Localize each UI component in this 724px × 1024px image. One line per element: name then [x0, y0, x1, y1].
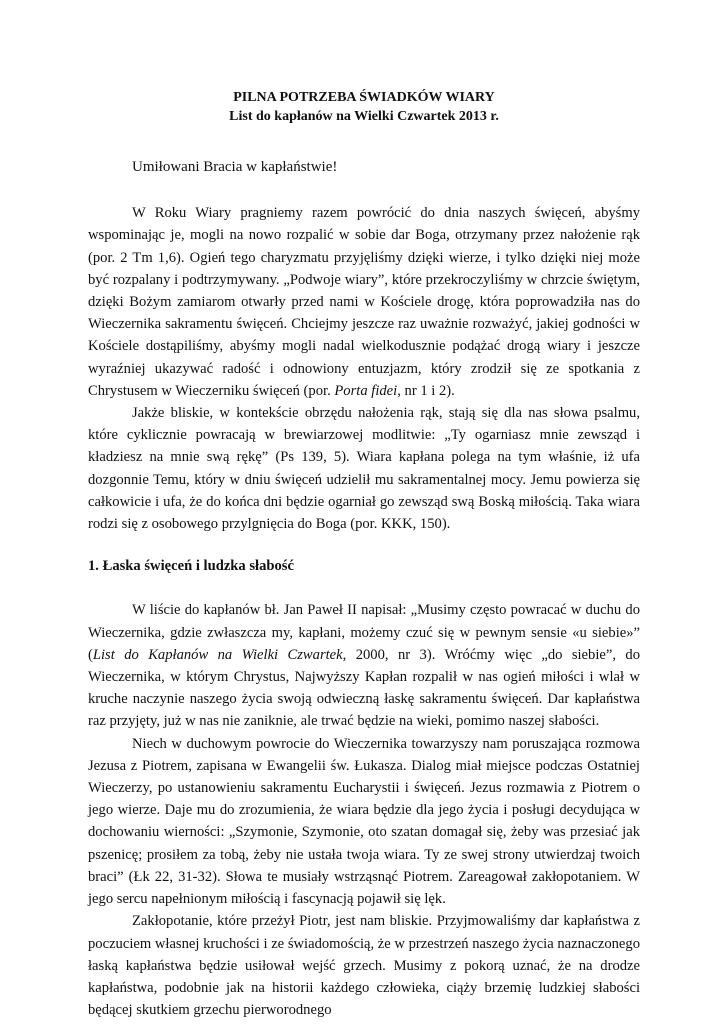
title-line-1: PILNA POTRZEBA ŚWIADKÓW WIARY [233, 90, 495, 105]
document-page [88, 88, 640, 1021]
paragraph-3-text-a: W liście do kapłanów bł. Jan Paweł II napisał: „Musimy często powracać w duchu do Wieczernika, gdzie zwłaszcza my, kapłani, możemy czuć się w pewnym sensie «u siebie»” ( [88, 602, 640, 663]
paragraph-5: Zakłopotanie, które przeżył Piotr, jest nam bliskie. Przyjmowaliśmy dar kapłaństwa z poczuciem własnej kruchości i ze świadomością, że w przestrzeń naszego życia naznaczonego łaską kapłaństwa będzie usiłował wejść grzech. Musimy z pokorą uznać, że na drodze kapłaństwa, podobnie jak na historii każdego człowieka, ciąży brzemię ludzkiej słabości będącej skutkiem grzechu pierworodnego [88, 913, 640, 1019]
paragraph-1-text-b: , nr 1 i 2). [397, 382, 455, 399]
paragraph-1-text-a: W Roku Wiary pragniemy razem powrócić do dnia naszych święceń, abyśmy wspominając je, mogli na nowo rozpalić w sobie dar Boga, otrzymany przez nałożenie rąk (por. 2 Tm 1,6). Ogień tego charyzmatu przyjęliśmy dzięki wierze, i tylko dzięki niej może być rozpalany i podtrzymywany. „Podwoje wiary”, które przekroczyliśmy w chrzcie świętym, dzięki Bożym zamiarom otwarły przed nami w Kościele drogę, która poprowadziła nas do Wieczernika sakramentu święceń. Chciejmy jeszcze raz uważnie rozważyć, jakiej godności w Kościele dostąpiliśmy, abyśmy mogli nadal wielkodusznie podążać drogą wiary i jeszcze wyraźniej ukazywać radość i odnowiony entuzjazm, który zrodził się ze spotkania z Chrystusem w Wieczerniku święceń (por. [88, 205, 640, 399]
paragraph-3 [88, 599, 640, 732]
paragraph-3-text-b: , 2000, nr 3). Wróćmy więc „do siebie”, do Wieczernika, w którym Chrystus, Najwyższy Kapłan rozpalił w nas ogień miłości i wlał w kruche naczynie naszego życia swoją odwieczną łaskę sakramentu święceń. Dar kapłaństwa raz przyjęty, już w nas nie zaniknie, ale trwać będzie na wieki, pomimo naszej słabości. [88, 646, 640, 730]
paragraph-1 [88, 202, 640, 402]
greeting: Umiłowani Bracia w kapłaństwie! [132, 159, 338, 175]
title-line-2: List do kapłanów na Wielki Czwartek 2013 r. [229, 109, 499, 124]
paragraph-4: Niech w duchowym powrocie do Wieczernika towarzyszy nam poruszająca rozmowa Jezusa z Piotrem, zapisana w Ewangelii św. Łukasza. Dialog miał miejsce podczas Ostatniej Wieczerzy, po ustanowieniu sakramentu Eucharystii i święceń. Jezus rozmawia z Piotrem o jego wierze. Daje mu do zrozumienia, że wiara będzie dla jego życia i posługi decydująca w dochowaniu wierności: „Szymonie, Szymonie, oto szatan domagał się, żeby was przesiać jak pszenicę; prosiłem za tobą, żeby nie ustała twoja wiara. Ty ze swej strony utwierdzaj twoich braci” (Łk 22, 31-32). Słowa te musiały wstrząsnąć Piotrem. Zareagował zakłopotaniem. W jego sercu napełnionym miłością i fascynacją pojawił się lęk. [88, 735, 640, 908]
paragraph-1-italic: Porta fidei [334, 382, 398, 399]
document-title [88, 88, 640, 126]
paragraph-2: Jakże bliskie, w kontekście obrzędu nałożenia rąk, stają się dla nas słowa psalmu, które cyklicznie powracają w brewiarzowej modlitwie: „Ty ogarniasz mnie zewsząd i kładziesz na mnie swą rękę” (Ps 139, 5). Wiara kapłana polega na tym właśnie, iż ufa dozgonnie Temu, który w dniu święceń udzielił mu sakramentalnej mocy. Jemu powierza się całkowicie i ufa, że do końca dni będzie ogarniał go zewsząd swą Boską miłością. Taka wiara rodzi się z osobowego przylgnięcia do Boga (por. KKK, 150). [88, 405, 640, 533]
paragraph-3-italic: List do Kapłanów na Wielki Czwartek [92, 646, 343, 663]
section-1-heading: 1. Łaska święceń i ludzka słabość [88, 558, 294, 575]
